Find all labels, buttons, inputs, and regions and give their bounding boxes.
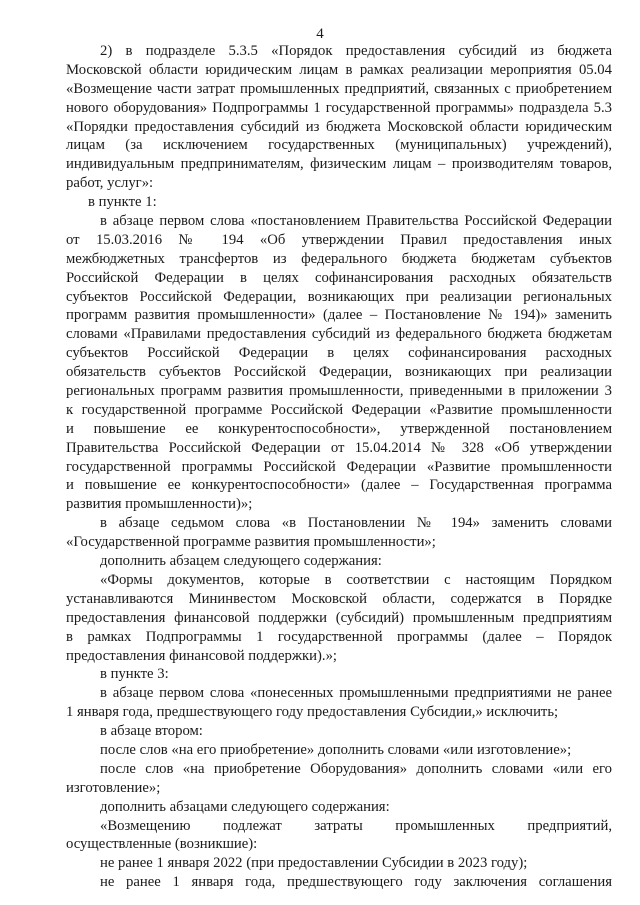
text-line: субъектов Российской Федерации, возникающих при реализации региональных (66, 288, 612, 305)
text-line: нового оборудования» Подпрограммы 1 государственной программы» подраздела 5.3 (66, 99, 612, 116)
text-line: в абзаце первом слова «понесенных промышленными предприятиями не ранее (100, 685, 612, 702)
text-line: дополнить абзацем следующего содержания: (100, 553, 382, 570)
text-line: «Формы документов, которые в соответствии с настоящим Порядком (100, 571, 612, 588)
text-line: после слов «на приобретение Оборудования» дополнить словами «или его (100, 760, 612, 777)
text-line: от 15.03.2016 № 194 «Об утверждении Правил предоставления иных (66, 231, 612, 248)
text-line: индивидуальным предпринимателям, физическим лицам – производителям товаров, (66, 156, 612, 173)
text-line: не ранее 1 января года, предшествующего году заключения соглашения (100, 874, 612, 891)
document-body (66, 42, 612, 892)
text-line: в абзаце седьмом слова «в Постановлении № 194» заменить словами (100, 515, 612, 532)
text-line: в абзаце втором: (100, 723, 203, 740)
text-line: межбюджетных трансфертов из федерального бюджета бюджетам субъектов (66, 250, 612, 267)
text-line: 1 января года, предшествующего году предоставления Субсидии,» исключить; (66, 704, 559, 721)
text-line: дополнить абзацами следующего содержания: (100, 798, 390, 815)
text-line: лицам (за исключением государственных (муниципальных) учреждений), (66, 137, 612, 154)
text-line: предоставления финансовой поддержки).»; (66, 647, 337, 664)
text-line: осуществленные (возникшие): (66, 836, 258, 853)
text-line: «Государственной программе развития промышленности»; (66, 534, 436, 551)
text-line: и повышение ее конкурентоспособности» (далее – Государственная программа (66, 477, 612, 494)
text-line: предоставления финансовой поддержки (субсидий) промышленным предприятиям (66, 609, 612, 626)
text-line: изготовление»; (66, 779, 161, 796)
text-line: развития промышленности)»; (66, 496, 253, 513)
text-line: «Порядки предоставления субсидий из бюджета Московской области юридическим (66, 118, 612, 135)
text-line: «Возмещение части затрат промышленных предприятий, связанных с приобретением (66, 80, 612, 97)
text-line: в пункте 3: (100, 666, 169, 683)
text-line: обязательств субъектов Российской Федерации, возникающих при реализации (66, 364, 612, 381)
text-line: после слов «на его приобретение» дополнить словами «или изготовление»; (100, 741, 572, 758)
text-line: программ развития промышленности» (далее – Постановление № 194)» заменить (66, 307, 612, 324)
text-line: 2) в подразделе 5.3.5 «Порядок предоставления субсидий из бюджета (100, 43, 612, 59)
page-number: 4 (316, 26, 324, 42)
text-line: в абзаце первом слова «постановлением Правительства Российской Федерации (100, 213, 612, 230)
text-line: Правительства Российской Федерации от 15.04.2014 № 328 «Об утверждении (66, 439, 612, 456)
text-line: государственной программы Российской Федерации «Развитие промышленности (66, 458, 612, 475)
text-line: региональных программ развития промышленности, приведенными в приложении 3 (66, 383, 612, 400)
text-line: Российской Федерации в целях софинансирования расходных обязательств (66, 269, 612, 286)
text-line: устанавливаются Мининвестом Московской области, содержатся в Порядке (66, 590, 612, 607)
text-line: и повышение ее конкурентоспособности», утвержденной постановлением (66, 420, 612, 437)
text-line: работ, услуг»: (66, 175, 154, 192)
text-line: «Возмещению подлежат затраты промышленных предприятий, (100, 817, 612, 834)
text-line: субъектов Российской Федерации в целях софинансирования расходных (66, 345, 612, 362)
text-line: к государственной программе Российской Федерации «Развитие промышленности (66, 401, 612, 418)
text-line: в рамках Подпрограммы 1 государственной программы (далее – Порядок (66, 628, 612, 645)
text-line: в пункте 1: (88, 194, 157, 211)
text-line: словами «Правилами предоставления субсидий из федерального бюджета бюджетам (66, 326, 612, 343)
text-line: не ранее 1 января 2022 (при предоставлении Субсидии в 2023 году); (100, 855, 528, 872)
text-line: Московской области юридическим лицам в рамках реализации мероприятия 05.04 (66, 61, 612, 78)
